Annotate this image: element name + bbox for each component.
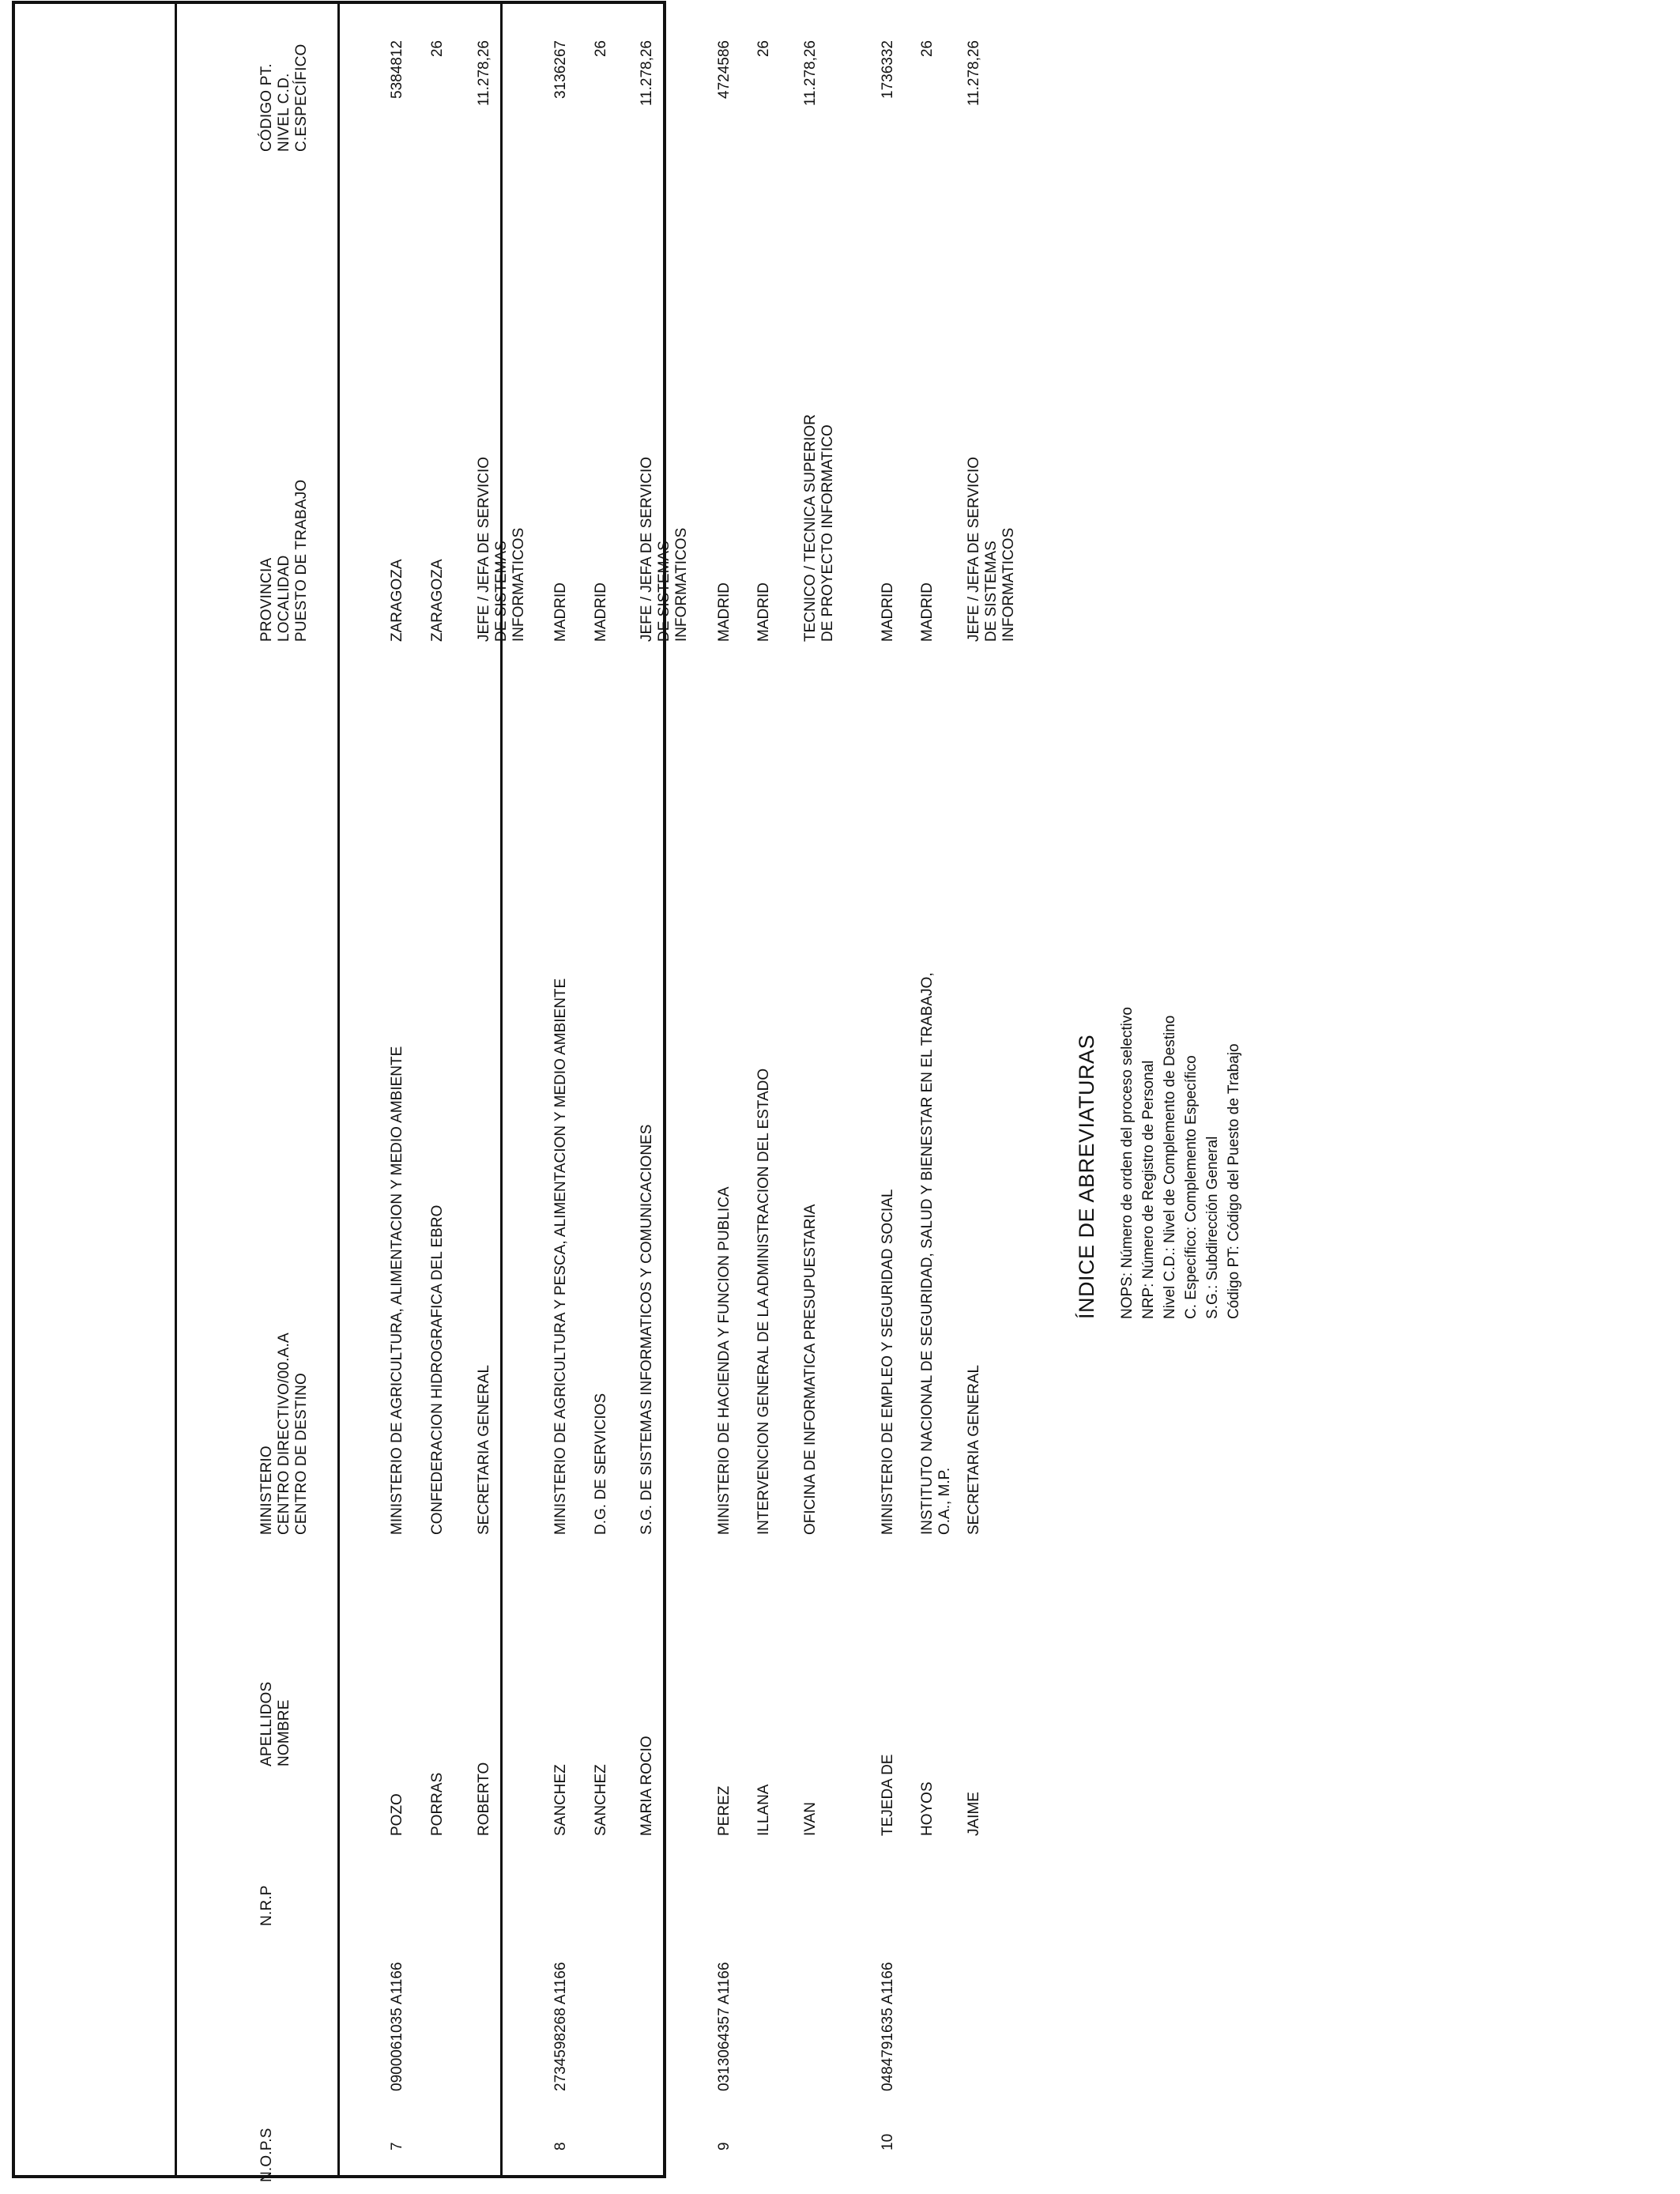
header-provincia: PROVINCIA LOCALIDAD PUESTO DE TRABAJO	[258, 479, 310, 642]
cell-centro-destino: OFICINA DE INFORMATICA PRESUPUESTARIA	[802, 1204, 819, 1535]
cell-codigo: 5384812	[389, 40, 405, 99]
cell-puesto: JEFE / JEFA DE SERVICIO DE SISTEMAS INFORMATICOS	[476, 456, 527, 642]
cell-ministerio: MINISTERIO DE AGRICULTURA Y PESCA, ALIMENTACION Y MEDIO AMBIENTE	[552, 978, 569, 1535]
cell-apellido1: POZO	[389, 1793, 405, 1836]
cell-ministerio: MINISTERIO DE HACIENDA Y FUNCION PUBLICA	[716, 1186, 733, 1535]
cell-nrp: 2734598268 A1166	[552, 1962, 569, 2091]
legend-line: Nivel C.D.: Nivel de Complemento de Destino	[1162, 1015, 1178, 1319]
cell-nivel: 26	[593, 40, 609, 58]
cell-localidad: MADRID	[919, 582, 936, 642]
legend-title: ÍNDICE DE ABREVIATURAS	[1075, 1034, 1098, 1319]
cell-provincia: ZARAGOZA	[389, 559, 405, 642]
header-ministerio: MINISTERIO CENTRO DIRECTIVO/00.A.A CENTRO DE DESTINO	[258, 1333, 310, 1535]
cell-codigo: 4724586	[716, 40, 733, 99]
legend-line: NOPS: Número de orden del proceso selectivo	[1119, 1007, 1136, 1319]
cell-especifico: 11.278,26	[476, 40, 492, 107]
cell-localidad: MADRID	[593, 582, 609, 642]
cell-especifico: 11.278,26	[802, 40, 819, 107]
cell-nops: 10	[880, 2133, 896, 2151]
cell-codigo: 3136267	[552, 40, 569, 99]
header-nops: N.O.P.S	[258, 2128, 275, 2182]
cell-apellido1: SANCHEZ	[552, 1764, 569, 1836]
cell-nombre: JAIME	[966, 1792, 982, 1836]
row-separator	[175, 1, 177, 2178]
cell-centro-destino: S.G. DE SISTEMAS INFORMATICOS Y COMUNICACIONES	[638, 1124, 655, 1535]
cell-apellido2: ILLANA	[755, 1784, 772, 1836]
cell-localidad: ZARAGOZA	[429, 559, 446, 642]
cell-apellido2: PORRAS	[429, 1772, 446, 1836]
legend-line: C. Específico: Complemento Específico	[1183, 1055, 1200, 1319]
cell-provincia: MADRID	[552, 582, 569, 642]
cell-ministerio: MINISTERIO DE EMPLEO Y SEGURIDAD SOCIAL	[880, 1189, 896, 1535]
cell-puesto: JEFE / JEFA DE SERVICIO DE SISTEMAS INFORMATICOS	[638, 456, 690, 642]
cell-especifico: 11.278,26	[966, 40, 982, 107]
legend-line: S.G.: Subdirección General	[1204, 1136, 1221, 1319]
cell-centro-directivo: INTERVENCION GENERAL DE LA ADMINISTRACION DEL ESTADO	[755, 1068, 772, 1535]
cell-nivel: 26	[755, 40, 772, 58]
cell-nombre: ROBERTO	[476, 1762, 492, 1836]
cell-ministerio: MINISTERIO DE AGRICULTURA, ALIMENTACION Y MEDIO AMBIENTE	[389, 1046, 405, 1535]
cell-apellido2: SANCHEZ	[593, 1764, 609, 1836]
row-separator	[500, 1, 503, 2178]
cell-apellido2: HOYOS	[919, 1781, 936, 1836]
row-separator	[337, 1, 340, 2178]
cell-centro-directivo: D.G. DE SERVICIOS	[593, 1393, 609, 1535]
cell-provincia: MADRID	[880, 582, 896, 642]
header-nrp: N.R.P	[258, 1885, 275, 1926]
cell-nops: 8	[552, 2142, 569, 2151]
header-apellidos-nombre: APELLIDOS NOMBRE	[258, 1681, 292, 1766]
legend-line: Código PT: Código del Puesto de Trabajo	[1226, 1043, 1242, 1319]
cell-centro-directivo: CONFEDERACION HIDROGRAFICA DEL EBRO	[429, 1204, 446, 1535]
cell-puesto: TECNICO / TECNICA SUPERIOR DE PROYECTO INFORMATICO	[802, 414, 836, 642]
abbreviations-legend	[1075, 1007, 1245, 1319]
cell-apellido1: TEJEDA DE	[880, 1754, 896, 1836]
cell-nombre: MARIA ROCIO	[638, 1736, 655, 1836]
cell-nops: 9	[716, 2142, 733, 2151]
cell-centro-destino: SECRETARIA GENERAL	[476, 1364, 492, 1535]
cell-localidad: MADRID	[755, 582, 772, 642]
cell-nops: 7	[389, 2142, 405, 2151]
cell-nrp: 0484791635 A1166	[880, 1962, 896, 2091]
cell-nivel: 26	[919, 40, 936, 58]
cell-nrp: 0900061035 A1166	[389, 1962, 405, 2091]
cell-apellido1: PEREZ	[716, 1785, 733, 1836]
cell-nombre: IVAN	[802, 1802, 819, 1836]
cell-especifico: 11.278,26	[638, 40, 655, 107]
cell-codigo: 1736332	[880, 40, 896, 99]
header-codigo: CÓDIGO PT. NIVEL C.D. C.ESPECÍFICO	[258, 43, 310, 152]
cell-provincia: MADRID	[716, 582, 733, 642]
cell-nrp: 0313064357 A1166	[716, 1962, 733, 2091]
legend-line: NRP: Número de Registro de Personal	[1140, 1060, 1157, 1319]
cell-centro-destino: SECRETARIA GENERAL	[966, 1364, 982, 1535]
cell-centro-directivo: INSTITUTO NACIONAL DE SEGURIDAD, SALUD Y BIENESTAR EN EL TRABAJO, O.A., M.P.	[919, 972, 953, 1535]
cell-nivel: 26	[429, 40, 446, 58]
cell-puesto: JEFE / JEFA DE SERVICIO DE SISTEMAS INFORMATICOS	[966, 456, 1017, 642]
